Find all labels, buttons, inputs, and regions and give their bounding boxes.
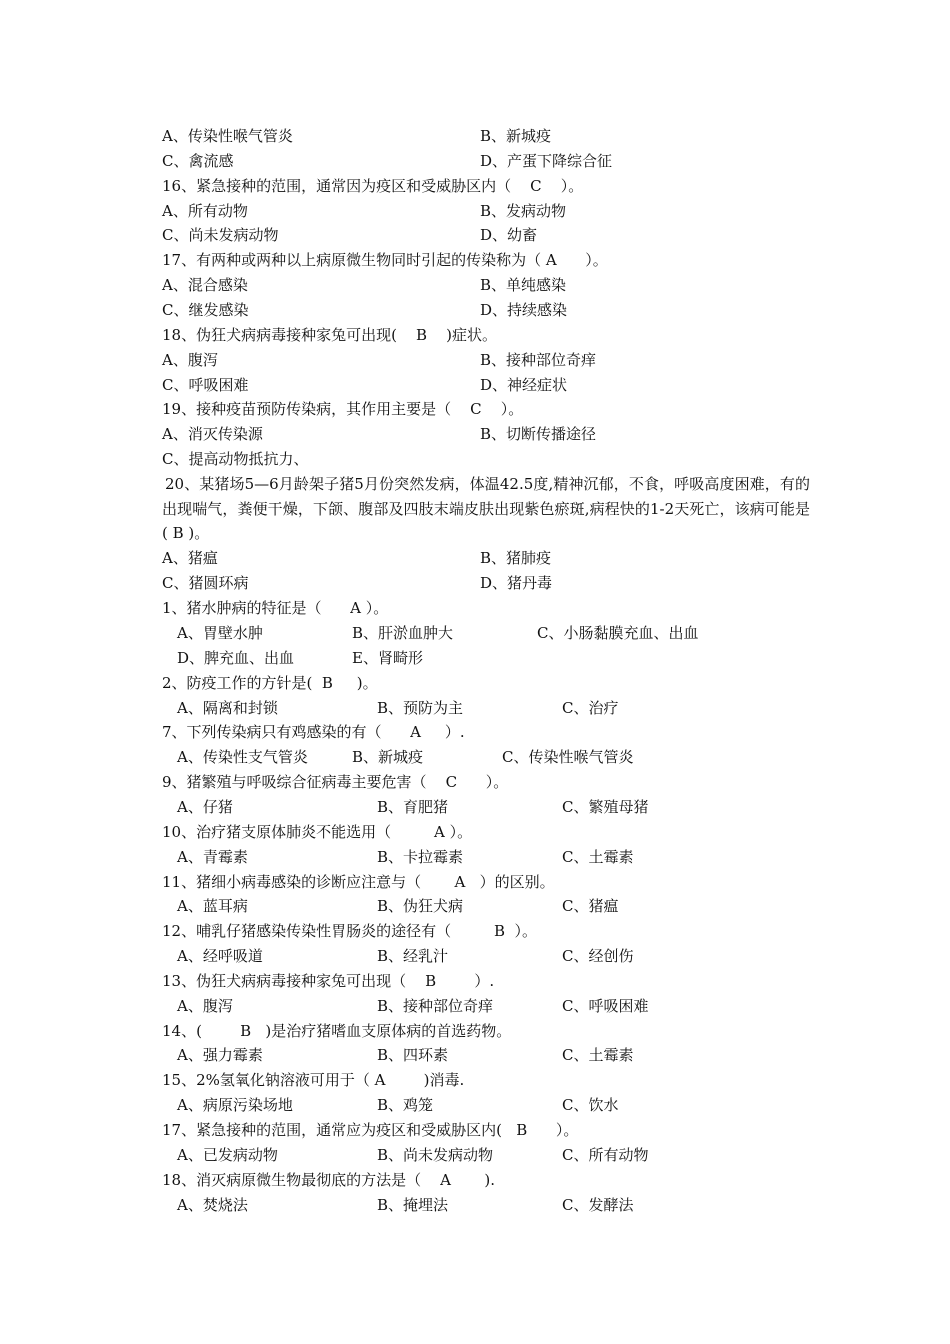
question-text: 10、治疗猪支原体肺炎不能选用（ A ）。	[162, 822, 473, 841]
question-line	[0, 323, 950, 348]
option-text: A、所有动物	[162, 201, 248, 220]
option-text: C、治疗	[562, 698, 619, 717]
question-line	[0, 1068, 950, 1093]
option-text: D、幼畜	[480, 226, 538, 245]
option-text: C、所有动物	[562, 1145, 649, 1164]
question-line	[0, 596, 950, 621]
option-text: A、仔猪	[177, 797, 233, 816]
option-text: B、猪肺疫	[480, 549, 552, 568]
question-text: 7、下列传染病只有鸡感染的有（ A ）.	[162, 723, 465, 742]
option-row	[0, 348, 950, 373]
question-text: 18、伪狂犬病病毒接种家兔可出现( B )症状。	[162, 325, 497, 344]
question-line	[0, 447, 950, 472]
option-row	[0, 894, 950, 919]
question-text: 11、猪细小病毒感染的诊断应注意与（ A ）的区别。	[162, 872, 555, 891]
option-text: A、传染性支气管炎	[177, 748, 308, 767]
question-text: 14、( B )是治疗猪嗜血支原体病的首选药物。	[162, 1021, 512, 1040]
option-text: A、焚烧法	[177, 1195, 248, 1214]
option-text: B、预防为主	[377, 698, 464, 717]
option-text: A、病原污染场地	[177, 1096, 293, 1115]
question-text: 2、防疫工作的方针是( B )。	[162, 673, 378, 692]
option-text: C、土霉素	[562, 1046, 634, 1065]
option-row	[0, 1193, 950, 1218]
question-line	[0, 397, 950, 422]
question-text: 18、消灭病原微生物最彻底的方法是（ A ).	[162, 1170, 495, 1189]
option-text: A、混合感染	[162, 276, 248, 295]
option-row	[0, 273, 950, 298]
option-row	[0, 621, 950, 646]
question-text: 19、接种疫苗预防传染病，其作用主要是（ C ）。	[162, 400, 524, 419]
option-text: C、继发感染	[162, 300, 249, 319]
option-text: B、单纯感染	[480, 276, 567, 295]
option-row	[0, 1143, 950, 1168]
question-text: 12、哺乳仔猪感染传染性胃肠炎的途径有（ B ）。	[162, 922, 538, 941]
option-text: A、隔离和封锁	[177, 698, 278, 717]
option-text: A、腹泻	[162, 350, 218, 369]
option-text: A、已发病动物	[177, 1145, 278, 1164]
option-text: B、新城疫	[480, 127, 552, 145]
option-text: A、青霉素	[177, 847, 248, 866]
option-row	[0, 124, 950, 149]
option-text: B、尚未发病动物	[377, 1145, 494, 1164]
option-text: C、传染性喉气管炎	[502, 748, 634, 767]
question-text: 1、猪水肿病的特征是（ A ）。	[162, 599, 389, 618]
option-text: C、发酵法	[562, 1195, 634, 1214]
option-text: D、产蛋下降综合征	[480, 151, 613, 170]
question-line	[0, 1118, 950, 1143]
option-text: C、猪圆环病	[162, 574, 249, 593]
option-row	[0, 994, 950, 1019]
option-text: C、禽流感	[162, 151, 234, 170]
option-row	[0, 745, 950, 770]
question-line	[0, 870, 950, 895]
question-line	[0, 969, 950, 994]
question-text: 15、2%氢氧化钠溶液可用于（ A )消毒.	[162, 1071, 465, 1090]
option-row	[0, 1043, 950, 1068]
option-text: B、新城疫	[352, 748, 424, 767]
option-text: B、卡拉霉素	[377, 847, 464, 866]
question-line	[0, 671, 950, 696]
question-line	[0, 820, 950, 845]
option-text: A、消灭传染源	[162, 425, 263, 444]
option-row	[0, 944, 950, 969]
question-line	[0, 248, 950, 273]
question-line	[0, 1168, 950, 1193]
option-text: B、接种部位奇痒	[480, 350, 597, 369]
option-text: C、土霉素	[562, 847, 634, 866]
option-text: A、经呼吸道	[177, 947, 263, 966]
option-text: C、饮水	[562, 1096, 619, 1115]
question-paragraph: 20、某猪场5—6月龄架子猪5月份突然发病，体温42.5度,精神沉郁，不食，呼吸高度困难，有的出现喘气，粪便干燥，下颌、腹部及四肢末端皮肤出现紫色瘀斑,病程快的1-2天死亡，该病可能是( B )。	[162, 474, 810, 543]
option-text: D、神经症状	[480, 375, 568, 394]
option-row	[0, 1093, 950, 1118]
option-text: B、育肥猪	[377, 797, 449, 816]
option-text: B、经乳汁	[377, 947, 449, 966]
option-row	[0, 546, 950, 571]
question-text: 9、猪繁殖与呼吸综合征病毒主要危害（ C ）。	[162, 773, 509, 792]
option-text: C、经创伤	[562, 947, 634, 966]
option-text: C、繁殖母猪	[562, 797, 649, 816]
option-text: C、小肠黏膜充血、出血	[537, 624, 699, 642]
option-row	[0, 422, 950, 447]
option-text: A、蓝耳病	[177, 897, 248, 916]
question-line	[0, 770, 950, 795]
option-text: A、猪瘟	[162, 549, 218, 568]
option-row	[0, 223, 950, 248]
question-text: C、提高动物抵抗力、	[162, 450, 309, 469]
option-row	[0, 373, 950, 398]
option-text: E、肾畸形	[352, 648, 423, 667]
option-text: B、切断传播途径	[480, 425, 597, 444]
option-row	[0, 795, 950, 820]
option-row	[0, 298, 950, 323]
option-text: C、呼吸困难	[562, 996, 649, 1015]
option-text: A、胃壁水肿	[177, 624, 263, 642]
option-text: D、猪丹毒	[480, 574, 553, 593]
option-text: B、接种部位奇痒	[377, 996, 494, 1015]
question-text: 16、紧急接种的范围，通常因为疫区和受威胁区内（ C ）。	[162, 176, 584, 195]
option-text: C、猪瘟	[562, 897, 619, 916]
option-text: B、发病动物	[480, 201, 567, 220]
question-text: 13、伪狂犬病病毒接种家兔可出现（ B ）.	[162, 971, 495, 990]
option-text: C、呼吸困难	[162, 375, 249, 394]
option-text: B、伪狂犬病	[377, 897, 464, 916]
option-text: A、腹泻	[177, 996, 233, 1015]
option-text: B、肝淤血肿大	[352, 624, 454, 642]
question-line	[0, 1019, 950, 1044]
question-line	[0, 720, 950, 745]
option-text: B、掩埋法	[377, 1195, 449, 1214]
option-row	[0, 845, 950, 870]
option-row	[0, 646, 950, 671]
option-text: A、传染性喉气管炎	[162, 127, 293, 145]
option-text: D、持续感染	[480, 300, 568, 319]
question-line	[0, 174, 950, 199]
option-row	[0, 199, 950, 224]
option-text: B、四环素	[377, 1046, 449, 1065]
option-text: A、强力霉素	[177, 1046, 263, 1065]
option-row	[0, 571, 950, 596]
option-text: D、脾充血、出血	[177, 648, 295, 667]
question-text: 17、有两种或两种以上病原微生物同时引起的传染称为（ A ）。	[162, 251, 608, 270]
option-row	[0, 696, 950, 721]
option-row	[0, 149, 950, 174]
option-text: B、鸡笼	[377, 1096, 434, 1115]
option-text: C、尚未发病动物	[162, 226, 279, 245]
question-line	[0, 919, 950, 944]
question-text: 17、紧急接种的范围，通常应为疫区和受威胁区内( B ）。	[162, 1121, 579, 1139]
